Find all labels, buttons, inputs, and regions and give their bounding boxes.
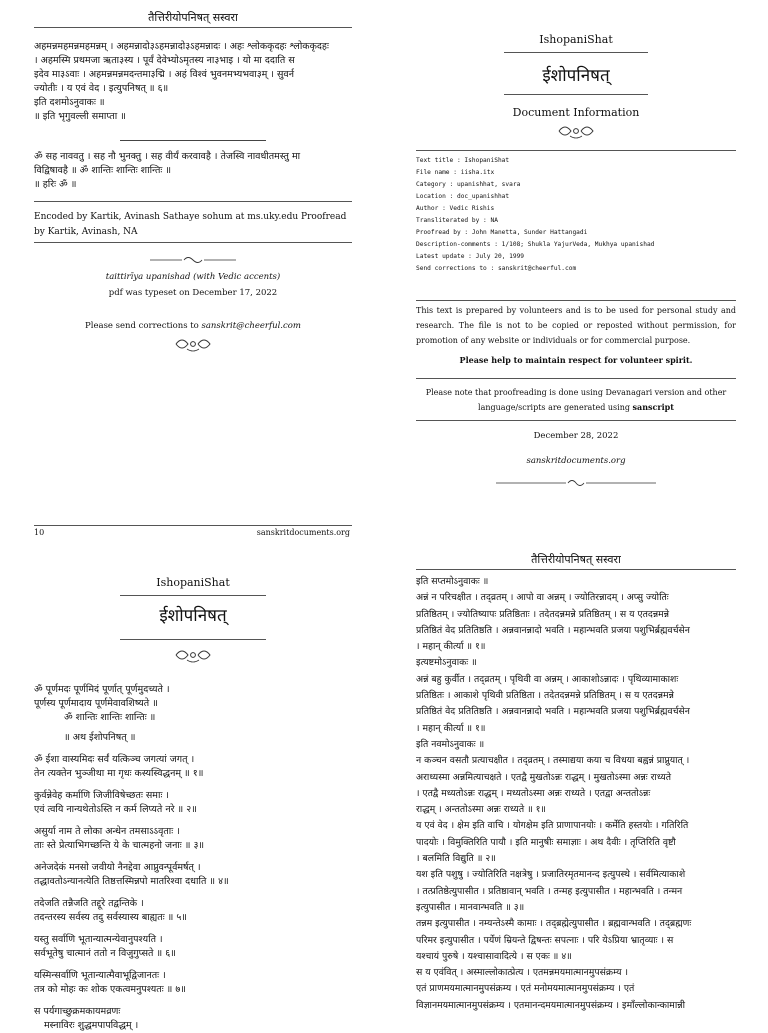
verse-line: परिमर इत्युपासीत । पर्येणं म्रियन्ते द्विषन्तः सपत्नाः । परि येऽप्रिया भ्रातृव्याः । स: [416, 934, 674, 946]
info-proofread: Proofread by : John Manetta, Sunder Hattangadi: [416, 229, 588, 236]
verse-line: राद्धम् । अन्ततोऽस्मा अन्नः राध्यते ॥ १॥: [416, 804, 547, 816]
verse-line: इदेव मा३ऽवाः । अहमन्नमन्नमदन्तमा३द्मि । अहं विश्वं भुवनमभ्यभवा३म् । सुवर्न: [34, 69, 294, 80]
verse-line: अनेजदेकं मनसो जवीयो नैनद्देवा आप्नुवन्पूर्वमर्षत् ।: [34, 862, 201, 873]
verse-line: पादयोः । विमुक्तिरिति पायौ । इति मानुषीः समाज्ञाः । अथ दैवीः । तृप्तिरिति वृष्टौ: [416, 836, 676, 848]
shanti-block: [34, 150, 352, 192]
bottom-ornament: [496, 478, 656, 488]
usage-notice: This text is prepared by volunteers and is to be used for personal study and research. The file is not to be copied or reposted without permission, for promotion of any website or individuals or for commercial purpose.: [416, 306, 736, 345]
page-taittiriya: [384, 540, 768, 1024]
verse-line: एवं त्वयि नान्यथेतोऽस्ति न कर्म लिप्यते नरे ॥ २॥: [34, 804, 197, 815]
info-file: File name : iisha.itx: [416, 169, 495, 176]
verse-line: स पर्यगाच्छुक्रमकायमव्रणः: [34, 1006, 121, 1017]
page-taittiriya-end: [0, 0, 384, 540]
verse-line: । बलमिति विद्युति ॥ २॥: [416, 853, 496, 865]
corrections-email-link[interactable]: sanskrit@cheerful.com: [201, 321, 301, 331]
proofreading-note-text: Please note that proofreading is done using Devanagari version and other language/scripts are generated using: [425, 388, 727, 412]
site-link[interactable]: sanskritdocuments.org: [526, 456, 626, 466]
verse-line: । तत्प्रतिष्ठेत्युपासीत । प्रतिष्ठावान् भवति । तन्मह इत्युपासीत । महान्भवति । तन्मन: [416, 885, 683, 897]
verse-line: प्रतिष्ठितम् । ज्योतिष्यापः प्रतिष्ठिताः । तदेतदन्नमन्ने प्रतिष्ठितम् । स य एतदन्नमन्ने: [416, 608, 669, 620]
verse-line: मस्नाविरः शुद्धमपापविद्धम् ।: [44, 1020, 139, 1031]
page-number: 10: [34, 528, 45, 537]
verse-line: अन्नं न परिचक्षीत । तद्व्रतम् । आपो वा अन्नम् । ज्योतिरन्नादम् । अप्सु ज्योतिः: [416, 592, 669, 604]
verse-line: तदन्तरस्य सर्वस्य तदु सर्वस्यास्य बाह्यतः ॥ ५॥: [34, 912, 187, 923]
verse-block: [34, 40, 352, 124]
proofreading-note: [416, 385, 736, 415]
verse-block: [34, 683, 352, 1033]
title-latin: IshopaniShat: [539, 33, 613, 46]
ornament: [172, 335, 214, 353]
sanscript-word: sanscript: [632, 402, 674, 412]
verse-line: अराध्यस्मा अन्नमित्याचक्षते । एतद्वै मुखतोऽन्नः राद्धम् । मुखतोऽस्मा अन्नः राध्यते: [416, 771, 672, 783]
ornament: [172, 646, 214, 664]
verse-line: । महान् कीर्त्या ॥ १॥: [416, 722, 486, 734]
verse-line: इत्यष्टमोऽनुवाकः ॥: [416, 657, 477, 669]
verse-line: प्रतिष्ठितं वेद प्रतितिष्ठति । अन्नवानन्नादो भवति । महान्भवति प्रजया पशुभिर्ब्रह्मवर्चसेन: [416, 706, 690, 718]
verse-line: इति दशमोऽनुवाकः ॥: [34, 97, 105, 108]
verse-line: यस्तु सर्वाणि भूतान्यात्मन्येवानुपश्यति ।: [34, 934, 163, 945]
rule: [34, 201, 352, 202]
verse-line: तद्धावतोऽन्यानत्येति तिष्ठत्तस्मिन्नपो मातरिश्वा दधाति ॥ ४॥: [34, 876, 229, 887]
verse-line: एतं प्राणमयमात्मानमुपसंक्रम्य । एतं मनोमयमात्मानमुपसंक्रम्य । एतं: [416, 983, 635, 995]
rule: [416, 420, 736, 421]
title-devanagari: ईशोपनिषत्: [542, 66, 610, 86]
info-latest-update: Latest update : July 20, 1999: [416, 253, 525, 260]
info-transliterated: Transliterated by : NA: [416, 217, 498, 224]
info-title: Text title : IshopaniShat: [416, 157, 510, 164]
rule: [504, 94, 648, 95]
verse-line: यश इति पशुषु । ज्योतिरिति नक्षत्रेषु । प्रजातिरमृतमानन्द इत्युपस्थे । सर्वमित्याकाशे: [416, 869, 686, 881]
title-latin: IshopaniShat: [156, 576, 230, 589]
rule: [120, 639, 266, 640]
section-divider: [120, 140, 266, 141]
info-location: Location : doc_upanishhat: [416, 193, 510, 200]
ornament-icon: [556, 122, 596, 140]
doc-title-italic: taittirīya upanishad (with Vedic accents): [105, 272, 281, 282]
verse-line: ताः स्ते प्रेत्याभिगच्छन्ति ये के चात्महनो जनाः ॥ ३॥: [34, 840, 205, 851]
header-rule: [34, 27, 352, 28]
verse-line: स य एवंवित् । अस्माल्लोकात्प्रेत्य । एतमन्नमयमात्मानमुपसंक्रम्य ।: [416, 967, 628, 979]
info-author: Author : Vedic Rishis: [416, 205, 495, 212]
verse-line: । महान् कीर्त्या ॥ १॥: [416, 641, 486, 653]
ornament-flourish: [150, 255, 236, 265]
verse-line: कुर्वन्नेवेह कर्माणि जिजीविषेच्छतः समाः ।: [34, 790, 169, 801]
verse-line: प्रतिष्ठितं वेद प्रतितिष्ठति । अन्नवानन्नादो भवति । महान्भवति प्रजया पशुभिर्ब्रह्मवर्चसेन: [416, 624, 690, 636]
info-send-corrections: Send corrections to : sanskrit@cheerful.com: [416, 265, 577, 272]
ornament-icon: [173, 335, 213, 353]
verse-line: । अहमस्मि प्रथमजा ऋता३स्य । पूर्वं देवेभ्योऽमृतस्य ना३भाइ । यो मा ददाति स: [34, 55, 295, 66]
verse-line: तत्र को मोहः कः शोक एकत्वमनुपश्यतः ॥ ७॥: [34, 984, 186, 995]
verse-line: यस्मिन्सर्वाणि भूतान्यात्मैवाभूद्विजानतः ।: [34, 970, 166, 981]
verse-line: ॥ इति भृगुवल्ली समाप्ता ॥: [34, 111, 126, 122]
verse-line: पूर्णस्य पूर्णमादाय पूर्णमेवावशिष्यते ॥: [34, 698, 158, 709]
verse-line: ॐ ईशा वास्यमिदः सर्वं यत्किञ्च जगत्यां जगत् ।: [34, 754, 195, 765]
corrections-line: [34, 321, 352, 331]
rule: [416, 300, 736, 301]
verse-line: । एतद्वै मध्यतोऽन्नः राद्धम् । मध्यतोऽस्मा अन्नः राध्यते । एतद्वा अन्ततोऽन्नः: [416, 787, 651, 799]
verse-line: इति नवमोऽनुवाकः ॥: [416, 738, 485, 750]
rule: [120, 595, 266, 596]
verse-block: [416, 574, 736, 1014]
ornament: [555, 122, 597, 140]
rule: [504, 52, 648, 53]
header-rule: [416, 569, 736, 570]
verse-line: तेन त्यक्तेन भुञ्जीथा मा गृधः कस्यस्विद्धनम् ॥ १॥: [34, 768, 204, 779]
verse-line: इति सप्तमोऽनुवाकः ॥: [416, 576, 489, 587]
rule: [34, 242, 352, 243]
verse-line: असुर्या नाम ते लोका अन्धेन तमसाऽऽवृताः ।: [34, 826, 180, 837]
encoded-by: Encoded by Kartik, Avinash Sathaye sohum at ms.uky.edu Proofread by Kartik, Avinash, NA: [34, 212, 347, 237]
flourish-icon: [150, 255, 236, 265]
corrections-prefix: Please send corrections to: [85, 321, 202, 331]
verse-line: इत्युपासीत । मानवान्भवति ॥ ३॥: [416, 901, 525, 913]
volunteer-notice: Please help to maintain respect for volunteer spirit.: [459, 355, 693, 365]
ornament-icon: [173, 646, 213, 664]
verse-line: प्रतिष्ठितः । आकाशे पृथिवी प्रतिष्ठिता । तदेतदन्नमन्ने प्रतिष्ठितम् । स य एतदन्नमन्ने: [416, 690, 674, 702]
verse-line: य एवं वेद । क्षेम इति वाचि । योगक्षेम इति प्राणापानयोः । कर्मेति हस्तयोः । गतिरिति: [416, 820, 689, 832]
verse-line: ॥ अथ ईशोपनिषत् ॥: [64, 732, 136, 743]
flourish-icon: [496, 478, 656, 488]
date: December 28, 2022: [533, 431, 619, 441]
verse-line: अन्नं बहु कुर्वीत । तद्व्रतम् । पृथिवी वा अन्नम् । आकाशोऽन्नादः । पृथिव्यामाकाशः: [416, 673, 679, 685]
verse-line: अहमन्नमहमन्नमहमन्नम् । अहमन्नादो३ऽहमन्नादो३ऽहमन्नादः । अहः श्लोककृदहः श्लोककृदहः: [34, 41, 329, 52]
info-list: [416, 155, 736, 275]
footer-rule: [34, 525, 352, 526]
verse-line: तन्नम इत्युपासीत । नम्यन्तेऽस्मै कामाः । तद्ब्रह्मेत्युपासीत । ब्रह्मवान्भवति । तद्ब्रह्मणः: [416, 918, 692, 930]
shanti-line: विद्विषावहै ॥ ॐ शान्तिः शान्तिः शान्तिः ॥: [34, 165, 172, 176]
typeset-date: pdf was typeset on December 17, 2022: [108, 288, 278, 298]
footer-site: sanskritdocuments.org: [256, 528, 350, 537]
shanti-line: ॥ हरिः ॐ ॥: [34, 179, 77, 190]
running-header: तैत्तिरीयोपनिषत् सस्वरा: [148, 11, 238, 24]
page-ishopanishat: [0, 540, 384, 1031]
page-document-info: [384, 0, 768, 540]
running-header: तैत्तिरीयोपनिषत् सस्वरा: [531, 553, 621, 566]
verse-line: ॐ पूर्णमदः पूर्णमिदं पूर्णात् पूर्णमुदच्यते ।: [34, 684, 170, 695]
verse-line: यश्चायं पुरुषे । यश्चासावादित्ये । स एकः ॥ ४॥: [416, 950, 572, 962]
info-description: Description-comments : 1/108; Shukla YajurVeda, Mukhya upanishad: [416, 241, 655, 248]
verse-line: न कञ्चन वसतौ प्रत्याचक्षीत । तद्व्रतम् । तस्माद्यया कया च विधया बह्वन्नं प्राप्नुयात् ।: [416, 755, 690, 767]
rule: [416, 150, 736, 151]
info-category: Category : upanishhat, svara: [416, 181, 521, 188]
document-information-heading: Document Information: [512, 106, 640, 119]
verse-line: ज्योतीः । य एवं वेद । इत्युपनिषत् ॥ ६॥: [34, 83, 169, 94]
verse-line: तदेजति तन्नैजति तद्दूरे तद्वन्तिके ।: [34, 898, 144, 909]
verse-line: सर्वभूतेषु चात्मानं ततो न विजुगुप्सते ॥ ६॥: [34, 948, 176, 959]
title-devanagari: ईशोपनिषत्: [159, 606, 227, 626]
verse-line: विज्ञानमयमात्मानमुपसंक्रम्य । एतमानन्दमयमात्मानमुपसंक्रम्य । इमाँल्लोकान्कामान्नी: [416, 999, 685, 1011]
rule: [416, 378, 736, 379]
shanti-line: ॐ सह नाववतु । सह नौ भुनक्तु । सह वीर्यं करवावहै । तेजस्वि नावधीतमस्तु मा: [34, 151, 301, 162]
verse-line: ॐ शान्तिः शान्तिः शान्तिः ॥: [64, 712, 156, 723]
